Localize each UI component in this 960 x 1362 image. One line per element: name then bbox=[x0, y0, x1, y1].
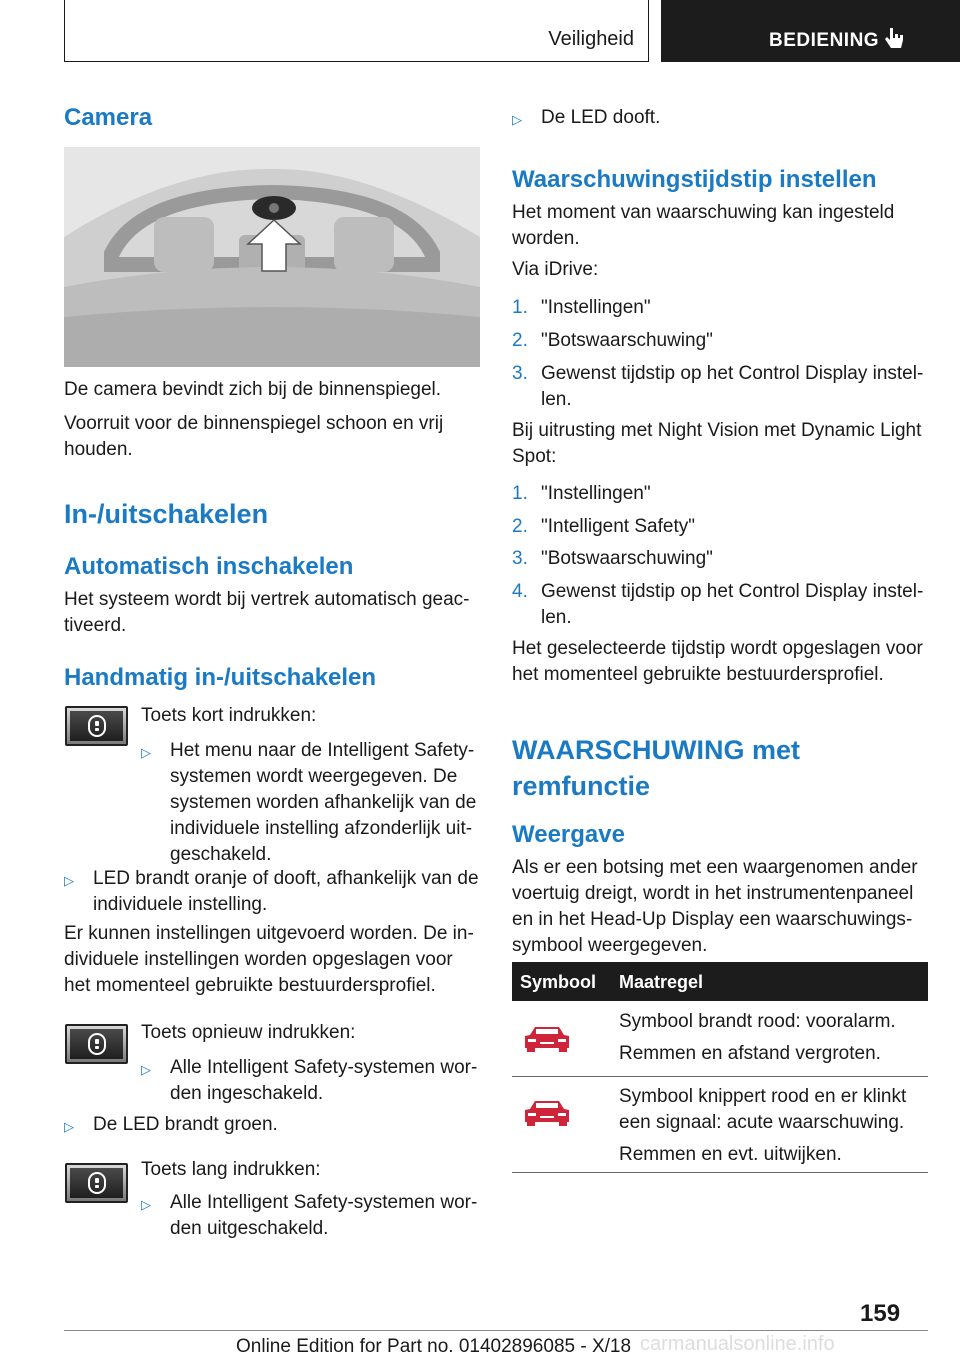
table-cell-text: Remmen en evt. uitwijken. bbox=[619, 1144, 842, 1165]
led-green-bullet: ▷ De LED brandt groen. bbox=[64, 1112, 480, 1138]
collision-warning-car-icon bbox=[522, 1099, 572, 1127]
bullet-triangle-icon: ▷ bbox=[512, 112, 522, 127]
safety-button-image bbox=[65, 1024, 128, 1064]
display-text: Als er een botsing met een waargenomen ander voertuig dreigt, wordt in het instrumentenpaneel en in het Head-Up Display een waarschuwingssymbool weergegeven. bbox=[512, 857, 918, 956]
list-item: 3. "Botswaarschuwing" bbox=[512, 548, 713, 569]
table-cell-text: Symbool brandt rood: vooralarm. bbox=[619, 1011, 896, 1032]
nightvision-text: Bij uitrusting met Night Vision met Dynamic Light Spot: bbox=[512, 420, 922, 467]
footer-divider bbox=[64, 1330, 928, 1331]
safety-button-image bbox=[65, 706, 128, 746]
list-item: 1. "Instellingen" bbox=[512, 483, 651, 504]
step2-bullet: ▷ Alle Intelligent Safety-systemen worden ingeschakeld. bbox=[141, 1057, 478, 1104]
bullet-triangle-icon: ▷ bbox=[141, 1197, 151, 1212]
collision-warning-car-icon bbox=[522, 1025, 572, 1053]
led-bullet: ▷ LED brandt oranje of dooft, afhankelijk van de individuele instelling. bbox=[64, 868, 479, 915]
table-cell-text: Symbool knippert rood en er klinkt een signaal: acute waarschuwing. bbox=[619, 1086, 907, 1133]
camera-image bbox=[64, 147, 480, 367]
table-header-action: Maatregel bbox=[619, 972, 704, 992]
page-number: 159 bbox=[860, 1300, 901, 1327]
list-item: 2. "Botswaarschuwing" bbox=[512, 330, 713, 351]
bullet-triangle-icon: ▷ bbox=[64, 1119, 74, 1134]
list1 bbox=[512, 295, 928, 415]
list-item: 4. Gewenst tijdstip op het Control Display instellen. bbox=[512, 581, 924, 628]
display-title: Weergave bbox=[512, 821, 625, 848]
step1-label: Toets kort indrukken: bbox=[141, 705, 317, 726]
onoff-title: In-/uitschakelen bbox=[64, 499, 269, 529]
via-idrive: Via iDrive: bbox=[512, 259, 599, 280]
led-off-bullet: ▷ De LED dooft. bbox=[512, 105, 928, 131]
list2 bbox=[512, 481, 928, 631]
settings-text: Er kunnen instellingen uitgevoerd worden. De individuele instellingen worden opgeslagen voor het momenteel gebruikte bestuurdersprofiel. bbox=[64, 923, 474, 996]
warning-title: WAARSCHUWING met remfunctie bbox=[512, 735, 800, 801]
table-row bbox=[512, 1077, 928, 1173]
header-section-label: Veiligheid bbox=[548, 28, 634, 50]
list-item: 1. "Instellingen" bbox=[512, 297, 651, 318]
saved-text: Het geselecteerde tijdstip wordt opgeslagen voor het momenteel gebruikte bestuurdersprofiel. bbox=[512, 638, 923, 685]
bullet-triangle-icon: ▷ bbox=[64, 873, 74, 888]
footer-edition: Online Edition for Part no. 01402896085 - X/18 bbox=[236, 1336, 632, 1357]
list-item: 3. Gewenst tijdstip op het Control Display instellen. bbox=[512, 363, 924, 410]
safety-button-icon bbox=[87, 714, 107, 738]
manual-title: Handmatig in-/uitschakelen bbox=[64, 664, 377, 691]
symbol-table bbox=[512, 962, 928, 1172]
auto-title: Automatisch inschakelen bbox=[64, 553, 354, 580]
table-header bbox=[512, 962, 928, 1001]
warn-time-title: Waarschuwingstijdstip instellen bbox=[512, 166, 877, 193]
list-item: 2. "Intelligent Safety" bbox=[512, 516, 695, 537]
bullet-triangle-icon: ▷ bbox=[141, 1062, 151, 1077]
header-section-box bbox=[64, 0, 649, 62]
header-chapter-label: BEDIENING bbox=[769, 30, 880, 51]
step1-bullet: ▷ Het menu naar de Intelligent Safety-systemen wordt weergegeven. De systemen worden afhankelijk van de individuele instelling afzonderlijk uitgeschakeld. bbox=[141, 740, 477, 865]
camera-clean-text: Voorruit voor de binnenspiegel schoon en vrij houden. bbox=[64, 413, 444, 460]
safety-button-icon bbox=[87, 1032, 107, 1056]
step2-label: Toets opnieuw indrukken: bbox=[141, 1022, 356, 1043]
table-header-symbol: Symbool bbox=[520, 972, 597, 992]
bullet-triangle-icon: ▷ bbox=[141, 745, 151, 760]
table-row bbox=[512, 1001, 928, 1077]
watermark: carmanualsonline.info bbox=[640, 1333, 835, 1355]
camera-caption: De camera bevindt zich bij de binnenspiegel. bbox=[64, 379, 442, 400]
camera-title: Camera bbox=[64, 104, 153, 131]
safety-button-image bbox=[65, 1163, 128, 1203]
step3-bullet: ▷ Alle Intelligent Safety-systemen worden uitgeschakeld. bbox=[141, 1192, 478, 1239]
auto-text: Het systeem wordt bij vertrek automatisch geactiveerd. bbox=[64, 589, 470, 636]
safety-button-icon bbox=[87, 1171, 107, 1195]
warn-time-text: Het moment van waarschuwing kan ingesteld worden. bbox=[512, 202, 895, 249]
step3-label: Toets lang indrukken: bbox=[141, 1159, 321, 1180]
hand-pointer-icon bbox=[883, 26, 905, 52]
table-cell-text: Remmen en afstand vergroten. bbox=[619, 1043, 881, 1064]
header-chapter-box bbox=[661, 0, 960, 62]
